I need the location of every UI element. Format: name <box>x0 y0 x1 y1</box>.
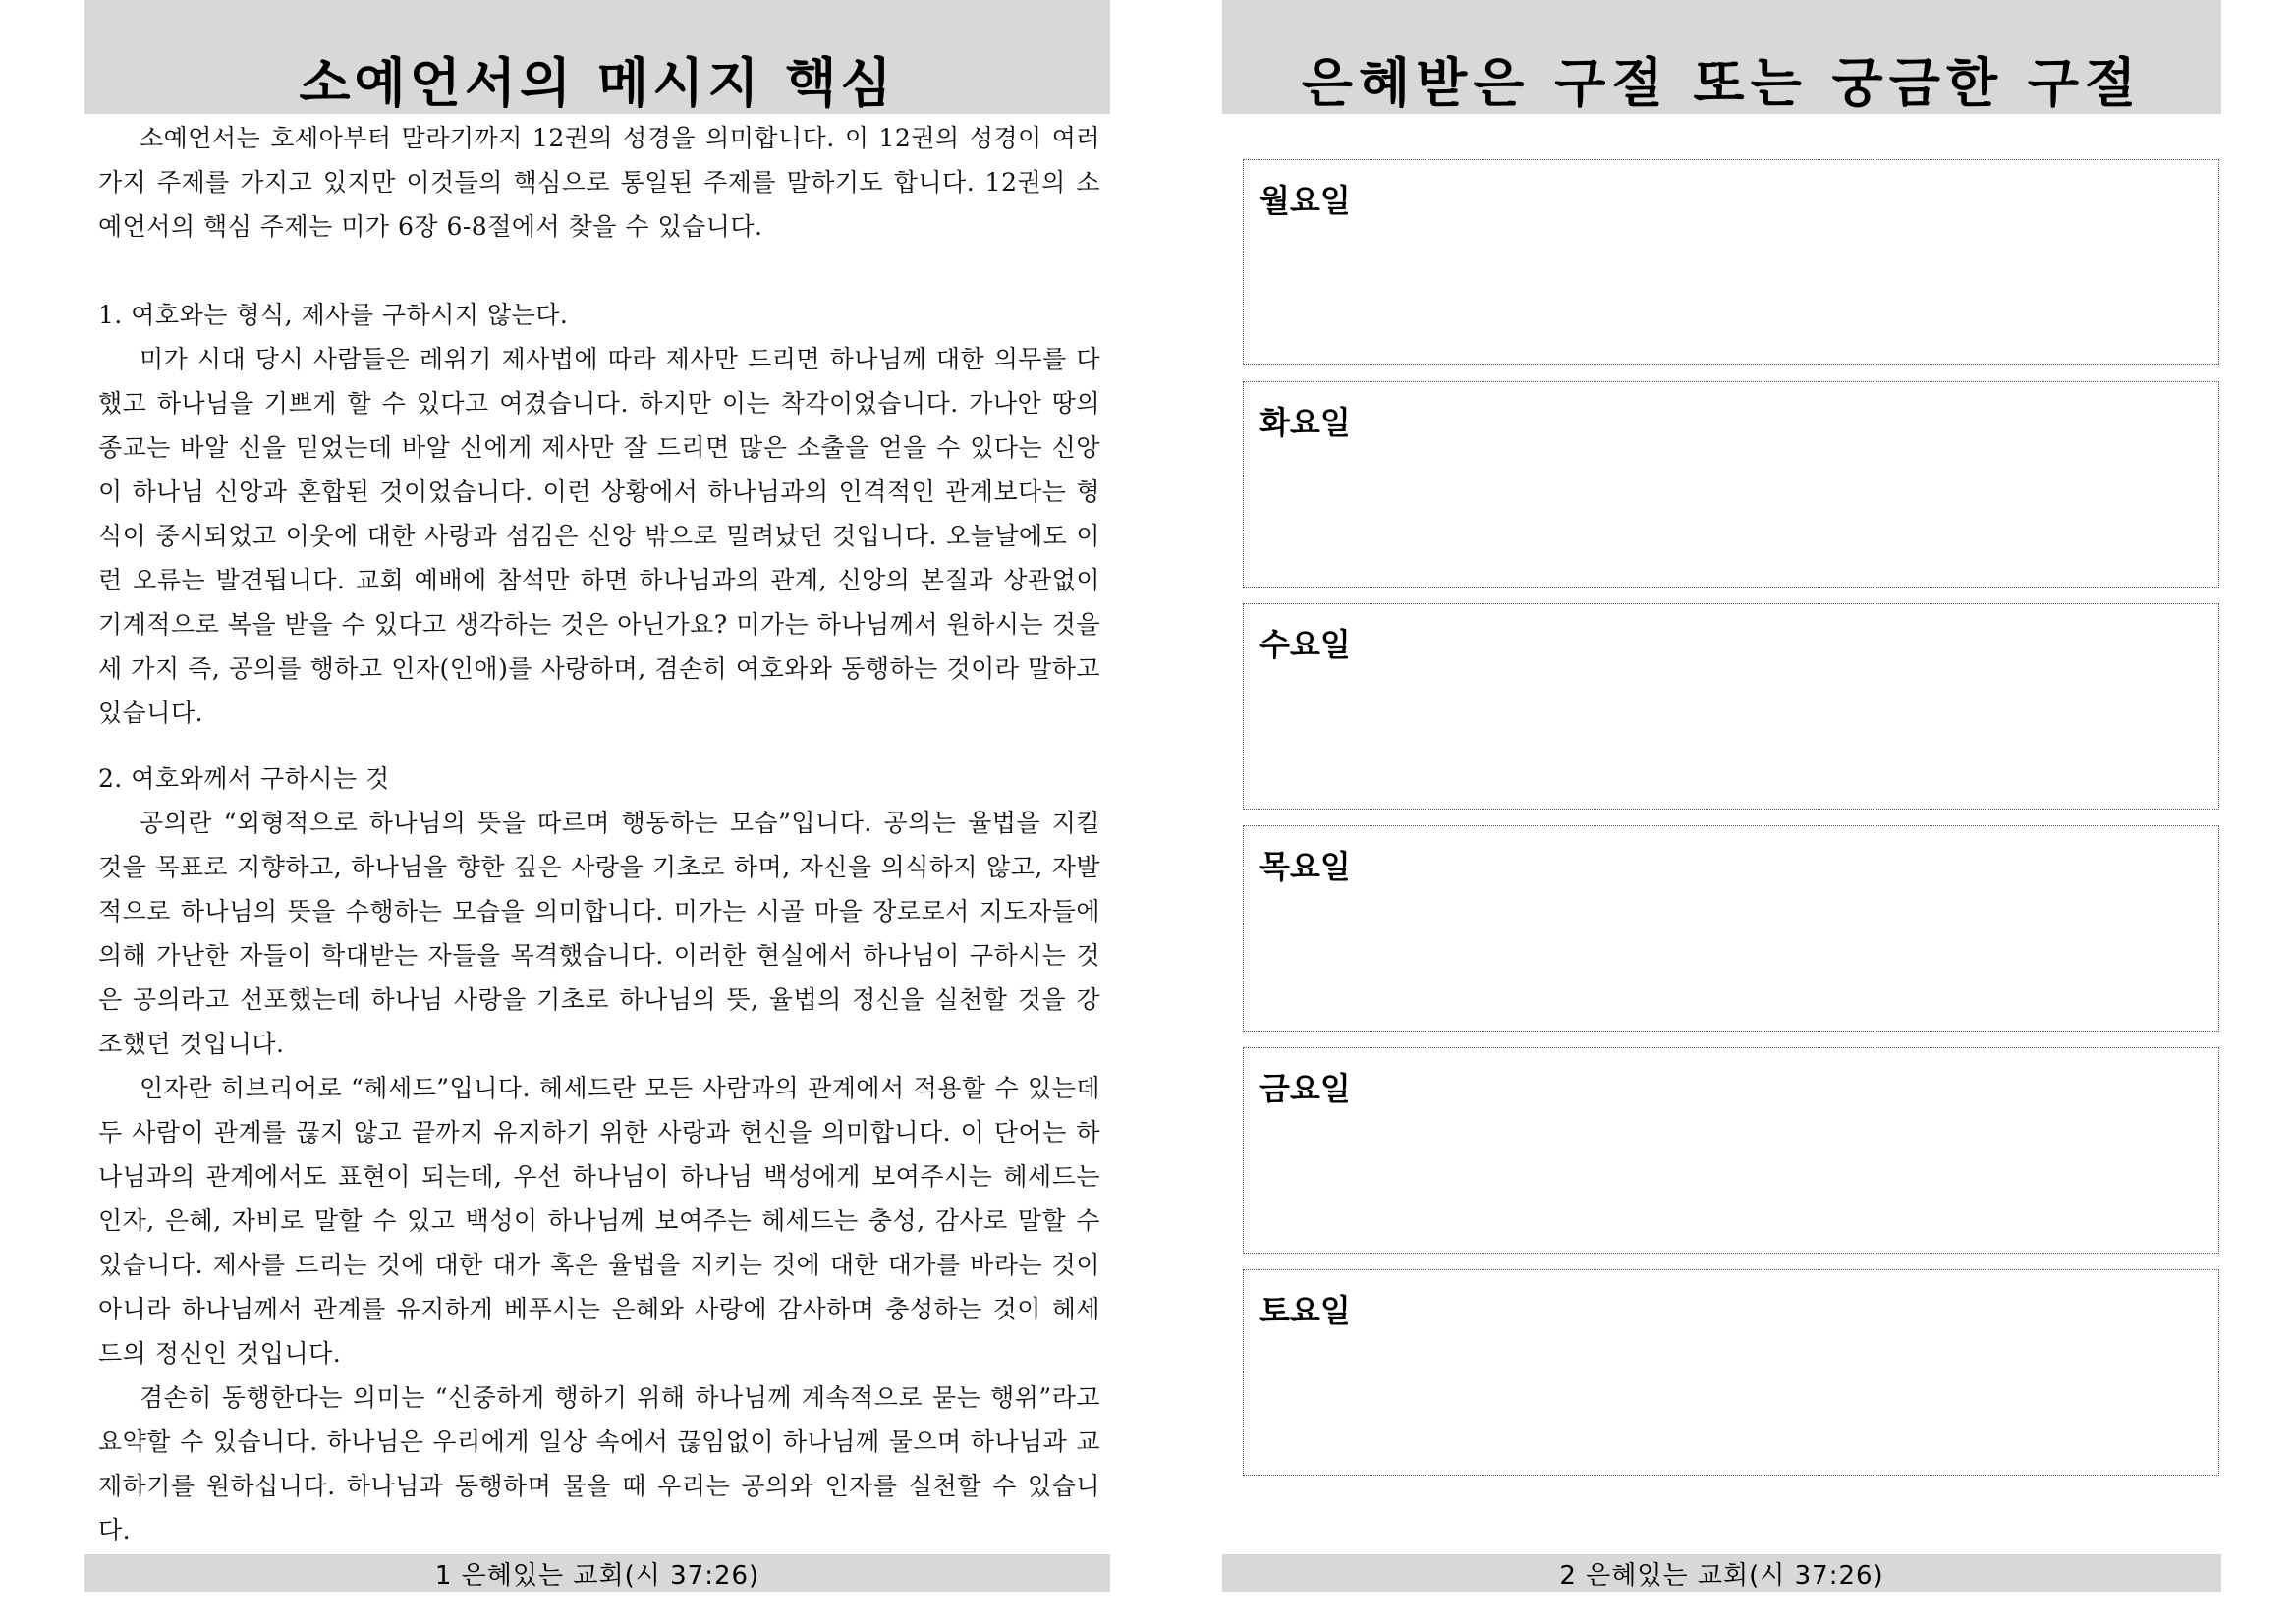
intro-paragraph: 소예언서는 호세아부터 말라기까지 12권의 성경을 의미합니다. 이 12권의 성경이 여러 가지 주제를 가지고 있지만 이것들의 핵심으로 통일된 주제를 말하기도 합니다. 12권의 소예언서의 핵심 주제는 미가 6장 6-8절에서 찾을 수 있습니다. <box>98 124 1100 241</box>
day-label-saturday: 토요일 <box>1259 1292 1351 1329</box>
section1-heading: 1. 여호와는 형식, 제사를 구하시지 않는다. <box>98 301 569 329</box>
day-label-wednesday: 수요일 <box>1259 626 1351 663</box>
day-label-monday: 월요일 <box>1259 182 1351 219</box>
day-label-thursday: 목요일 <box>1259 848 1351 885</box>
section2-paragraph-1: 공의란 “외형적으로 하나님의 뜻을 따르며 행동하는 모습”입니다. 공의는 율법을 지킬 것을 목표로 지향하고, 하나님을 향한 깊은 사랑을 기초로 하며, 자신을 의식하지 않고, 자발적으로 하나님의 뜻을 수행하는 모습을 의미합니다. 미가는 시골 마을 장로로서 지도자들에 의해 가난한 자들이 학대받는 자들을 목격했습니다. 이러한 현실에서 하나님이 구하시는 것은 공의라고 선포했는데 하나님 사랑을 기초로 하나님의 뜻, 율법의 정신을 실천할 것을 강조했던 것입니다. <box>98 809 1100 1058</box>
left-page-title: 소예언서의 메시지 핵심 <box>299 52 896 114</box>
left-body <box>98 116 1100 1552</box>
tuesday-box[interactable] <box>1243 381 2219 588</box>
day-label-friday: 금요일 <box>1259 1070 1351 1107</box>
thursday-box[interactable] <box>1243 825 2219 1032</box>
right-title-bar <box>1222 0 2221 114</box>
section2-paragraph-3: 겸손히 동행한다는 의미는 “신중하게 행하기 위해 하나님께 계속적으로 묻는 행위”라고 요약할 수 있습니다. 하나님은 우리에게 일상 속에서 끊임없이 하나님께 물으며 하나님과 교제하기를 원하십니다. 하나님과 동행하며 물을 때 우리는 공의와 인자를 실천할 수 있습니다. <box>98 1383 1100 1544</box>
left-title-bar <box>84 0 1110 114</box>
left-footer: 1 은혜있는 교회(시 37:26) <box>434 1560 760 1591</box>
wednesday-box[interactable] <box>1243 603 2219 810</box>
section1-paragraph: 미가 시대 당시 사람들은 레위기 제사법에 따라 제사만 드리면 하나님께 대한 의무를 다했고 하나님을 기쁘게 할 수 있다고 여겼습니다. 하지만 이는 착각이었습니다. 가나안 땅의 종교는 바알 신을 믿었는데 바알 신에게 제사만 잘 드리면 많은 소출을 얻을 수 있다는 신앙이 하나님 신앙과 혼합된 것이었습니다. 이런 상황에서 하나님과의 인격적인 관계보다는 형식이 중시되었고 이웃에 대한 사랑과 섬김은 신앙 밖으로 밀려났던 것입니다. 오늘날에도 이런 오류는 발견됩니다. 교회 예배에 참석만 하면 하나님과의 관계, 신앙의 본질과 상관없이 기계적으로 복을 받을 수 있다고 생각하는 것은 아닌가요? 미가는 하나님께서 원하시는 것을 세 가지 즉, 공의를 행하고 인자(인애)를 사랑하며, 겸손히 여호와와 동행하는 것이라 말하고 있습니다. <box>98 345 1100 727</box>
right-page <box>1222 0 2221 1624</box>
day-label-tuesday: 화요일 <box>1259 404 1351 441</box>
right-page-title: 은혜받은 구절 또는 궁금한 구절 <box>1301 52 2143 114</box>
right-footer: 2 은혜있는 교회(시 37:26) <box>1559 1560 1884 1591</box>
monday-box[interactable] <box>1243 159 2219 365</box>
right-footer-bar <box>1222 1554 2221 1592</box>
section2-heading: 2. 여호와께서 구하시는 것 <box>98 764 390 793</box>
left-footer-bar <box>84 1554 1110 1592</box>
saturday-box[interactable] <box>1243 1269 2219 1476</box>
friday-box[interactable] <box>1243 1047 2219 1254</box>
section2-paragraph-2: 인자란 히브리어로 “헤세드”입니다. 헤세드란 모든 사람과의 관계에서 적용할 수 있는데 두 사람이 관계를 끊지 않고 끝까지 유지하기 위한 사랑과 헌신을 의미합니다. 이 단어는 하나님과의 관계에서도 표현이 되는데, 우선 하나님이 하나님 백성에게 보여주시는 헤세드는 인자, 은혜, 자비로 말할 수 있고 백성이 하나님께 보여주는 헤세드는 충성, 감사로 말할 수 있습니다. 제사를 드리는 것에 대한 대가 혹은 율법을 지키는 것에 대한 대가를 바라는 것이 아니라 하나님께서 관계를 유지하게 베푸시는 은혜와 사랑에 감사하며 충성하는 것이 헤세드의 정신인 것입니다. <box>98 1074 1100 1368</box>
left-page <box>84 0 1110 1624</box>
